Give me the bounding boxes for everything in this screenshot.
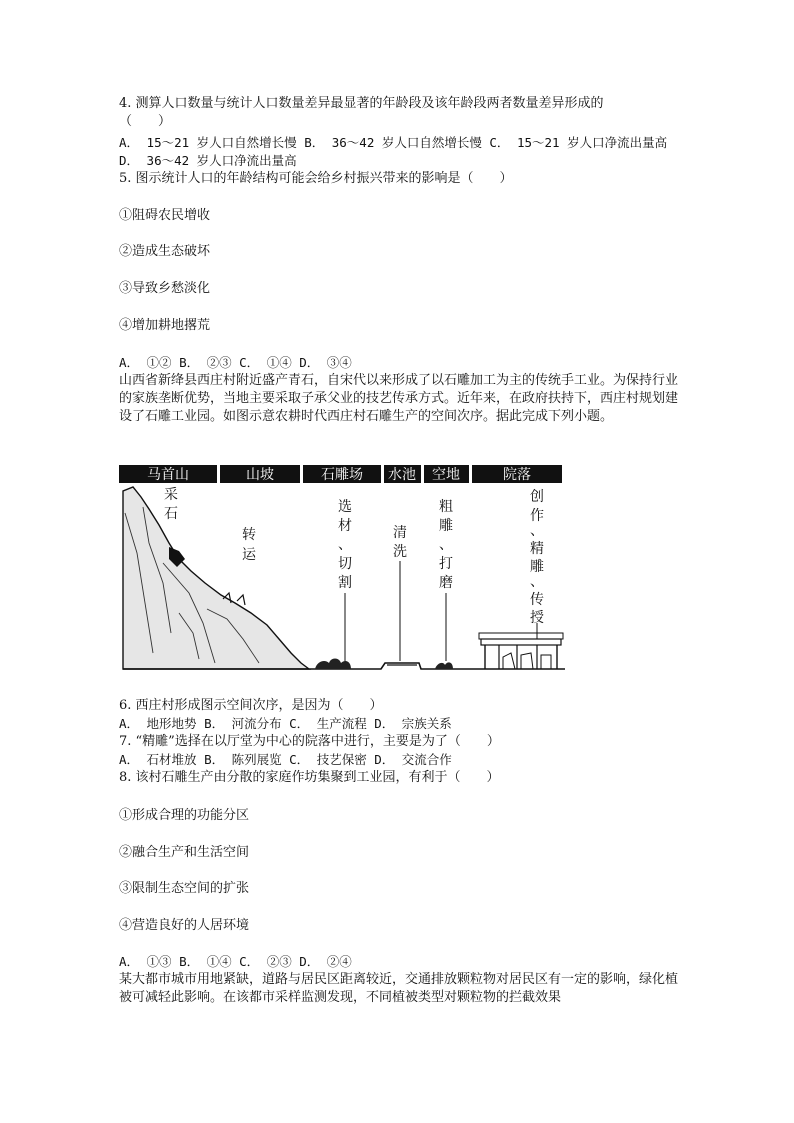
label-create-7: 传 [530,592,544,608]
label-transport [242,527,257,563]
label-create-3: 、 [530,523,544,539]
label-create-8: 授 [530,610,544,626]
label-wash-2: 洗 [393,544,407,560]
label-select-cut [338,499,352,591]
q5-item-3: ③导致乡愁淡化 [119,281,211,296]
header-courtyard: 院落 [503,467,531,483]
label-rough-4: 打 [439,556,453,572]
label-quarry [164,487,178,522]
label-rough-polish [439,498,453,591]
label-select-cut-4: 切 [338,556,352,572]
stone-carving-diagram [119,463,565,675]
label-quarry-1: 采 [164,487,178,503]
label-rough-5: 磨 [439,575,453,591]
bushes-yard [315,659,351,670]
label-wash [393,525,407,560]
q8-item-1: ①形成合理的功能分区 [119,808,250,823]
q7-stem: 7. “精雕”选择在以厅堂为中心的院落中进行，主要是为了（ ） [119,734,500,749]
header-pool: 水池 [388,467,416,483]
passage-xizhuang: 山西省新绛县西庄村附近盛产青石，自宋代以来形成了以石雕加工为主的传统手工业。为保持行业的家族垄断优势，当地主要采取子承父业的技艺传承方式。近年来，在政府扶持下，西庄村规划建设了石雕工业园。如图示意农耕时代西庄村石雕生产的空间次序。据此完成下列小题。 [119,373,679,424]
q8-stem: 8. 该村石雕生产由分散的家庭作坊集聚到工业园，有利于（ ） [119,770,500,785]
passage-urban-vegetation: 某大都市城市用地紧缺，道路与居民区距离较近，交通排放颗粒物对居民区有一定的影响，绿化植被可减轻此影响。在该都市采样监测发现，不同植被类型对颗粒物的拦截效果 [119,972,679,1005]
label-create-6: 、 [530,574,544,590]
label-create [530,488,544,626]
label-select-cut-1: 选 [338,499,352,515]
q4-paren: （ ） [119,114,172,129]
label-select-cut-5: 割 [338,575,352,591]
label-transport-1: 转 [242,527,256,543]
label-create-4: 精 [530,541,544,557]
q5-item-1: ①阻碍农民增收 [119,208,211,223]
q8-item-2: ②融合生产和生活空间 [119,845,250,860]
label-rough-3: 、 [439,537,453,553]
q8-options: A． ①③ B． ①④ C． ②③ D． ②④ [119,954,352,969]
label-rough-2: 雕 [439,518,453,534]
label-select-cut-2: 材 [338,518,352,534]
q8-item-4: ④营造良好的人居环境 [119,918,250,933]
label-wash-1: 清 [393,525,407,541]
label-create-5: 雕 [530,559,544,575]
q6-options: A． 地形地势 B． 河流分布 C． 生产流程 D． 宗族关系 [119,716,452,731]
label-select-cut-3: 、 [338,537,352,553]
q8-item-3: ③限制生态空间的扩张 [119,881,250,896]
q5-item-4: ④增加耕地撂荒 [119,318,211,333]
header-yard: 石雕场 [321,467,363,483]
label-rough-1: 粗 [439,499,453,515]
label-create-2: 作 [530,508,544,524]
header-slope: 山坡 [246,467,274,483]
q7-options: A． 石材堆放 B． 陈列展览 C． 技艺保密 D． 交流合作 [119,752,452,767]
header-mountain: 马首山 [147,467,189,483]
label-create-1: 创 [530,489,544,505]
bushes-open [435,662,453,669]
label-quarry-2: 石 [164,506,178,522]
hall-building [479,633,563,669]
label-transport-2: 运 [242,547,256,563]
q4-stem: 4. 测算人口数量与统计人口数量差异最显著的年龄段及该年龄段两者数量差异形成的 [119,96,604,111]
q6-stem: 6. 西庄村形成图示空间次序，是因为（ ） [119,698,383,713]
stone-carving-figure [119,463,565,675]
q4-options: A． 15～21 岁人口自然增长慢 B． 36～42 岁人口自然增长慢 C． 15～21 岁人口净流出量高 D． 36～42 岁人口净流出量高 [119,135,668,168]
q5-options: A． ①② B． ②③ C． ①④ D． ③④ [119,355,352,370]
header-open: 空地 [432,467,460,483]
q5-stem: 5. 图示统计人口的年龄结构可能会给乡村振兴带来的影响是（ ） [119,171,513,186]
q5-item-2: ②造成生态破坏 [119,244,211,259]
